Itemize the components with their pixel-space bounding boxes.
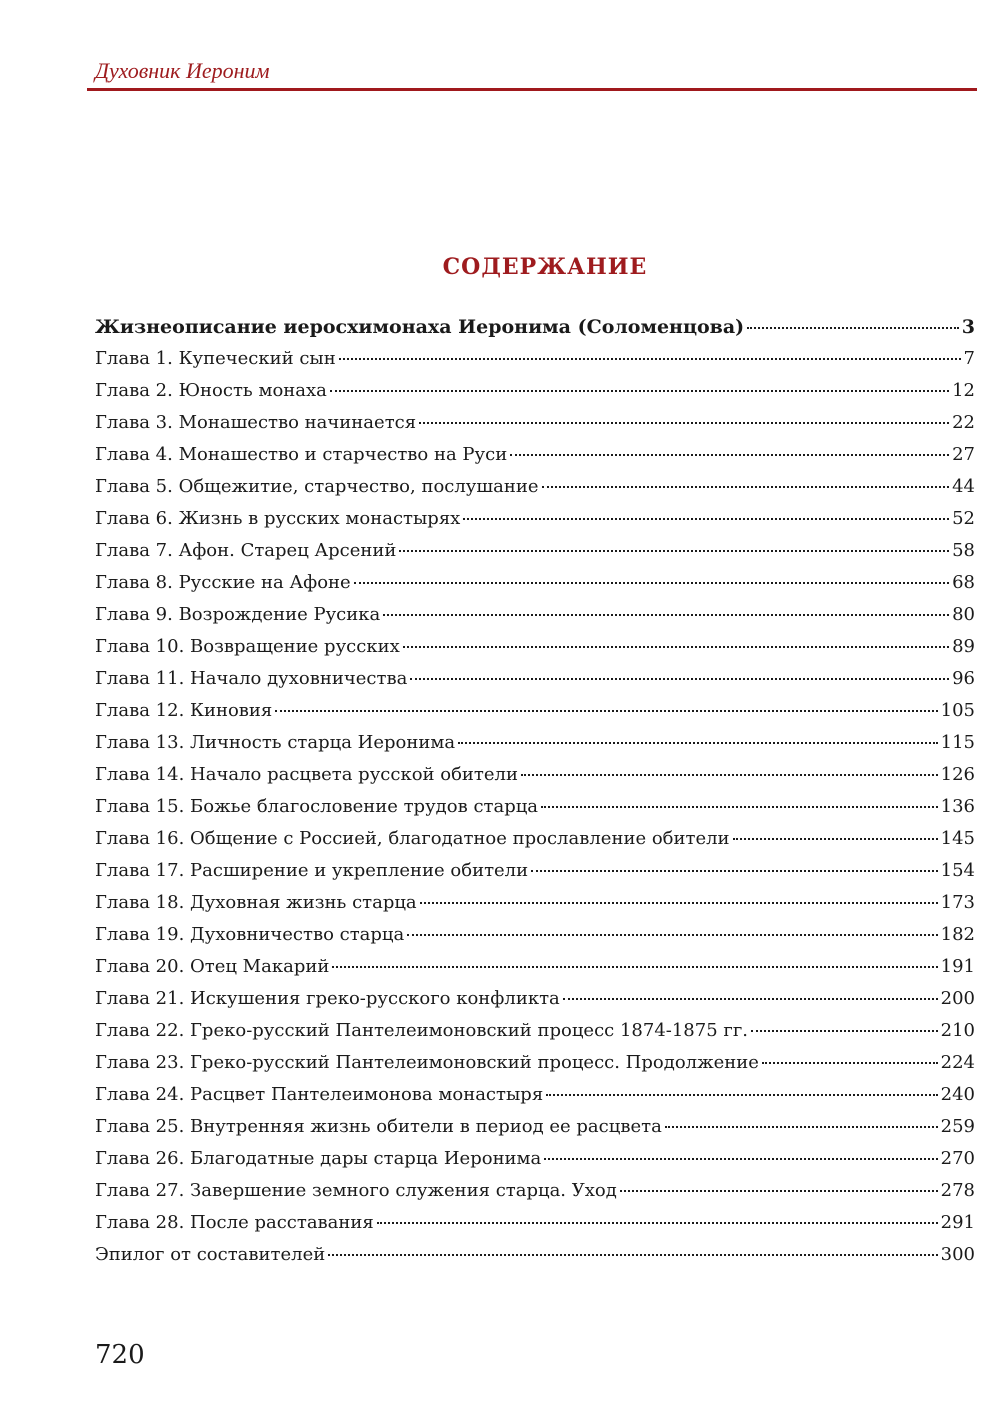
toc-entry-label: Глава 19. Духовничество старца xyxy=(95,924,405,945)
dot-leader xyxy=(544,1158,937,1160)
toc-entry-label: Глава 2. Юность монаха xyxy=(95,380,327,401)
toc-entry[interactable] xyxy=(95,604,975,636)
dot-leader xyxy=(399,550,949,552)
toc-entry-page: 96 xyxy=(952,668,975,689)
dot-leader xyxy=(383,614,949,616)
toc-entry[interactable] xyxy=(95,1052,975,1084)
toc-entry[interactable] xyxy=(95,828,975,860)
toc-entry-label: Глава 24. Расцвет Пантелеимонова монастыря xyxy=(95,1084,544,1105)
toc-entry-page: 22 xyxy=(952,412,975,433)
toc-entry-label: Эпилог от составителей xyxy=(95,1244,326,1265)
toc-title: СОДЕРЖАНИЕ xyxy=(442,254,648,280)
toc-entry[interactable] xyxy=(95,924,975,956)
dot-leader xyxy=(419,422,949,424)
toc-entry-label: Глава 7. Афон. Старец Арсений xyxy=(95,540,397,561)
toc-entry-page: 136 xyxy=(940,796,975,817)
toc-entry[interactable] xyxy=(95,700,975,732)
running-header: Духовник Иероним xyxy=(95,58,270,83)
toc-entry[interactable] xyxy=(95,892,975,924)
toc-entry-page: 210 xyxy=(940,1020,975,1041)
toc-entry-label: Глава 6. Жизнь в русских монастырях xyxy=(95,508,461,529)
page-number: 720 xyxy=(95,1340,145,1370)
toc-entry-label: Глава 13. Личность старца Иеронима xyxy=(95,732,456,753)
toc-entry-page: 52 xyxy=(952,508,975,529)
toc-entry[interactable] xyxy=(95,348,975,380)
toc-entry[interactable] xyxy=(95,444,975,476)
toc-entry-label: Глава 9. Возрождение Русика xyxy=(95,604,381,625)
dot-leader xyxy=(521,774,938,776)
toc-entry-label: Глава 4. Монашество и старчество на Руси xyxy=(95,444,508,465)
dot-leader xyxy=(541,806,938,808)
toc-entry-page: 291 xyxy=(940,1212,975,1233)
toc-entry-page: 182 xyxy=(940,924,975,945)
dot-leader xyxy=(531,870,938,872)
dot-leader xyxy=(377,1222,938,1224)
dot-leader xyxy=(403,646,949,648)
toc-entry-label: Жизнеописание иеросхимонаха Иеронима (Соломенцова) xyxy=(95,316,745,338)
toc-entry[interactable] xyxy=(95,732,975,764)
toc-entry[interactable] xyxy=(95,572,975,604)
toc-entry-page: 12 xyxy=(952,380,975,401)
dot-leader xyxy=(510,454,949,456)
toc-entry[interactable] xyxy=(95,1116,975,1148)
toc-entry-label: Глава 25. Внутренняя жизнь обители в период ее расцвета xyxy=(95,1116,662,1137)
toc-entry-label: Глава 21. Искушения греко-русского конфликта xyxy=(95,988,560,1009)
dot-leader xyxy=(330,390,949,392)
toc-entry-page: 270 xyxy=(940,1148,975,1169)
toc-entry-label: Глава 15. Божье благословение трудов старца xyxy=(95,796,539,817)
dot-leader xyxy=(458,742,938,744)
dot-leader xyxy=(747,327,959,329)
toc-entry-label: Глава 28. После расставания xyxy=(95,1212,374,1233)
dot-leader xyxy=(407,934,937,936)
toc-entry[interactable] xyxy=(95,668,975,700)
dot-leader xyxy=(665,1126,938,1128)
dot-leader xyxy=(275,710,937,712)
toc-entry[interactable] xyxy=(95,1084,975,1116)
toc-entry-page: 68 xyxy=(952,572,975,593)
toc-entry-page: 200 xyxy=(940,988,975,1009)
dot-leader xyxy=(733,838,938,840)
dot-leader xyxy=(339,358,961,360)
toc-entry-page: 154 xyxy=(940,860,975,881)
dot-leader xyxy=(354,582,949,584)
toc-entry-label: Глава 10. Возвращение русских xyxy=(95,636,400,657)
toc-entry-page: 80 xyxy=(952,604,975,625)
toc-entry-label: Глава 22. Греко-русский Пантелеимоновский процесс 1874-1875 гг. xyxy=(95,1020,748,1041)
toc-entry[interactable] xyxy=(95,412,975,444)
toc-entry[interactable] xyxy=(95,1180,975,1212)
toc-entry-page: 278 xyxy=(940,1180,975,1201)
toc-entry-page: 259 xyxy=(940,1116,975,1137)
toc-entry-label: Глава 8. Русские на Афоне xyxy=(95,572,351,593)
toc-entry[interactable] xyxy=(95,988,975,1020)
toc-entry-page: 224 xyxy=(940,1052,975,1073)
toc-entry-label: Глава 16. Общение с Россией, благодатное прославление обители xyxy=(95,828,730,849)
toc-entry-page: 300 xyxy=(940,1244,975,1265)
toc-entry-page: 145 xyxy=(940,828,975,849)
toc-entry[interactable] xyxy=(95,636,975,668)
dot-leader xyxy=(751,1030,938,1032)
toc-entry[interactable] xyxy=(95,1244,975,1276)
toc-entry-page: 240 xyxy=(940,1084,975,1105)
toc-entry-page: 115 xyxy=(940,732,975,753)
toc-entry[interactable] xyxy=(95,1212,975,1244)
toc-entry[interactable] xyxy=(95,956,975,988)
toc-entry-page: 105 xyxy=(940,700,975,721)
toc-entry-page: 89 xyxy=(952,636,975,657)
toc-entry-page: 27 xyxy=(952,444,975,465)
header-rule xyxy=(87,88,977,91)
toc-entry[interactable] xyxy=(95,1148,975,1180)
toc-entry-label: Глава 18. Духовная жизнь старца xyxy=(95,892,417,913)
toc-entry-label: Глава 14. Начало расцвета русской обители xyxy=(95,764,518,785)
toc-entry[interactable] xyxy=(95,476,975,508)
dot-leader xyxy=(410,678,949,680)
toc-entry-page: 44 xyxy=(952,476,975,497)
toc-entry-label: Глава 5. Общежитие, старчество, послушание xyxy=(95,476,539,497)
toc-entry-label: Глава 23. Греко-русский Пантелеимоновский процесс. Продолжение xyxy=(95,1052,759,1073)
toc-entry-label: Глава 1. Купеческий сын xyxy=(95,348,336,369)
dot-leader xyxy=(542,486,950,488)
toc-entry[interactable] xyxy=(95,860,975,892)
toc-entry-page: 173 xyxy=(940,892,975,913)
toc-entry-page: 191 xyxy=(940,956,975,977)
toc-entry-label: Глава 17. Расширение и укрепление обители xyxy=(95,860,529,881)
toc-entry[interactable] xyxy=(95,380,975,412)
dot-leader xyxy=(563,998,938,1000)
toc-entry-label: Глава 27. Завершение земного служения старца. Уход xyxy=(95,1180,617,1201)
toc-entry-label: Глава 3. Монашество начинается xyxy=(95,412,417,433)
table-of-contents xyxy=(95,316,975,1276)
toc-entry-page: 3 xyxy=(961,316,975,338)
toc-entries xyxy=(95,348,975,1276)
toc-entry-label: Глава 20. Отец Макарий xyxy=(95,956,330,977)
toc-entry-label: Глава 26. Благодатные дары старца Иеронима xyxy=(95,1148,542,1169)
toc-entry[interactable] xyxy=(95,508,975,540)
toc-entry-page: 126 xyxy=(940,764,975,785)
toc-entry[interactable] xyxy=(95,764,975,796)
dot-leader xyxy=(332,966,937,968)
toc-entry-label: Глава 11. Начало духовничества xyxy=(95,668,408,689)
toc-entry[interactable] xyxy=(95,1020,975,1052)
dot-leader xyxy=(328,1254,937,1256)
toc-entry-page: 7 xyxy=(963,348,975,369)
dot-leader xyxy=(463,518,949,520)
dot-leader xyxy=(546,1094,937,1096)
toc-entry-page: 58 xyxy=(952,540,975,561)
toc-main-entry[interactable] xyxy=(95,316,975,348)
dot-leader xyxy=(762,1062,938,1064)
dot-leader xyxy=(620,1190,938,1192)
toc-entry[interactable] xyxy=(95,796,975,828)
toc-entry[interactable] xyxy=(95,540,975,572)
toc-entry-label: Глава 12. Киновия xyxy=(95,700,273,721)
dot-leader xyxy=(420,902,938,904)
